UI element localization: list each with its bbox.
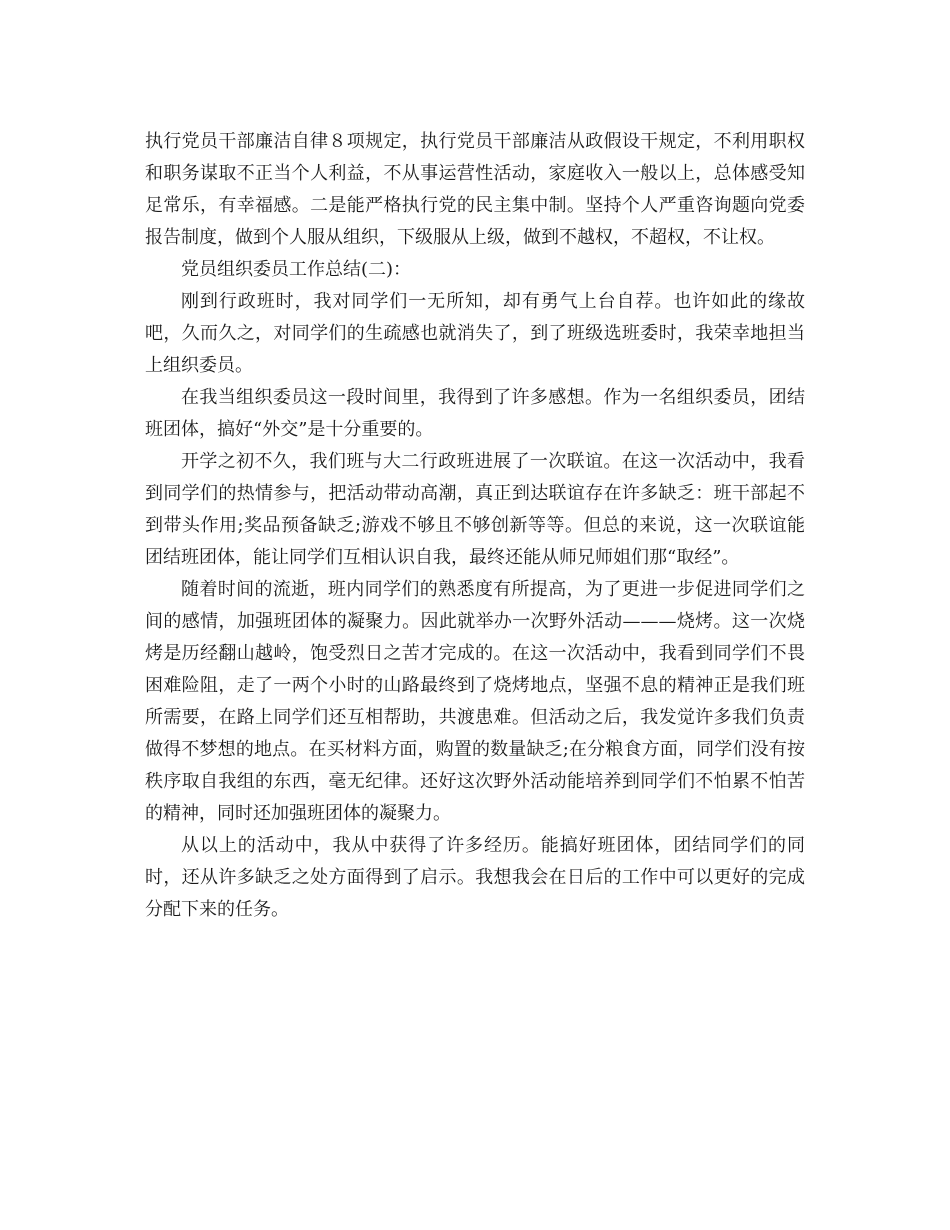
paragraph-bbq-outing: 随着时间的流逝，班内同学们的熟悉度有所提高，为了更进一步促进同学们之间的感情，加强班团体的凝聚力。因此就举办一次野外活动———烧烤。这一次烧烤是历经翻山越岭，饱受烈日之苦才完成的。在这一次活动中，我看到同学们不畏困难险阻，走了一两个小时的山路最终到了烧烤地点，坚强不息的精神正是我们班所需要，在路上同学们还互相帮助，共渡患难。但活动之后，我发觉许多我们负责做得不梦想的地点。在买材料方面，购置的数量缺乏;在分粮食方面，同学们没有按秩序取自我组的东西，毫无纪律。还好这次野外活动能培养到同学们不怕累不怕苦的精神，同时还加强班团体的凝聚力。 (145, 579, 805, 824)
paragraph-integrity-rules: 执行党员干部廉洁自律８项规定，执行党员干部廉洁从政假设干规定，不利用职权和职务谋取不正当个人利益，不从事运营性活动，家庭收入一般以上，总体感受知足常乐，有幸福感。二是能严格执行党的民主集中制。坚持个人严重咨询题向党委报告制度，做到个人服从组织，下级服从上级，做到不越权，不超权，不让权。 (145, 131, 805, 248)
paragraph-friendship-event: 开学之初不久，我们班与大二行政班进展了一次联谊。在这一次活动中，我看到同学们的热情参与，把活动带动高潮，真正到达联谊存在许多缺乏：班干部起不到带头作用;奖品预备缺乏;游戏不够且不够创新等等。但总的来说，这一次联谊能团结班团体，能让同学们互相认识自我，最终还能从师兄师姐们那“取经”。 (145, 451, 805, 568)
paragraph-conclusion: 从以上的活动中，我从中获得了许多经历。能搞好班团体，团结同学们的同时，还从许多缺乏之处方面得到了启示。我想我会在日后的工作中可以更好的完成分配下来的任务。 (145, 835, 805, 920)
document-body (145, 126, 805, 926)
paragraph-self-nomination: 刚到行政班时，我对同学们一无所知，却有勇气上台自荐。也许如此的缘故吧，久而久之，对同学们的生疏感也就消失了，到了班级选班委时，我荣幸地担当上组织委员。 (145, 291, 805, 376)
section-heading: 党员组织委员工作总结(二)： (181, 259, 412, 280)
paragraph-reflections: 在我当组织委员这一段时间里，我得到了许多感想。作为一名组织委员，团结班团体，搞好“外交”是十分重要的。 (145, 387, 805, 440)
